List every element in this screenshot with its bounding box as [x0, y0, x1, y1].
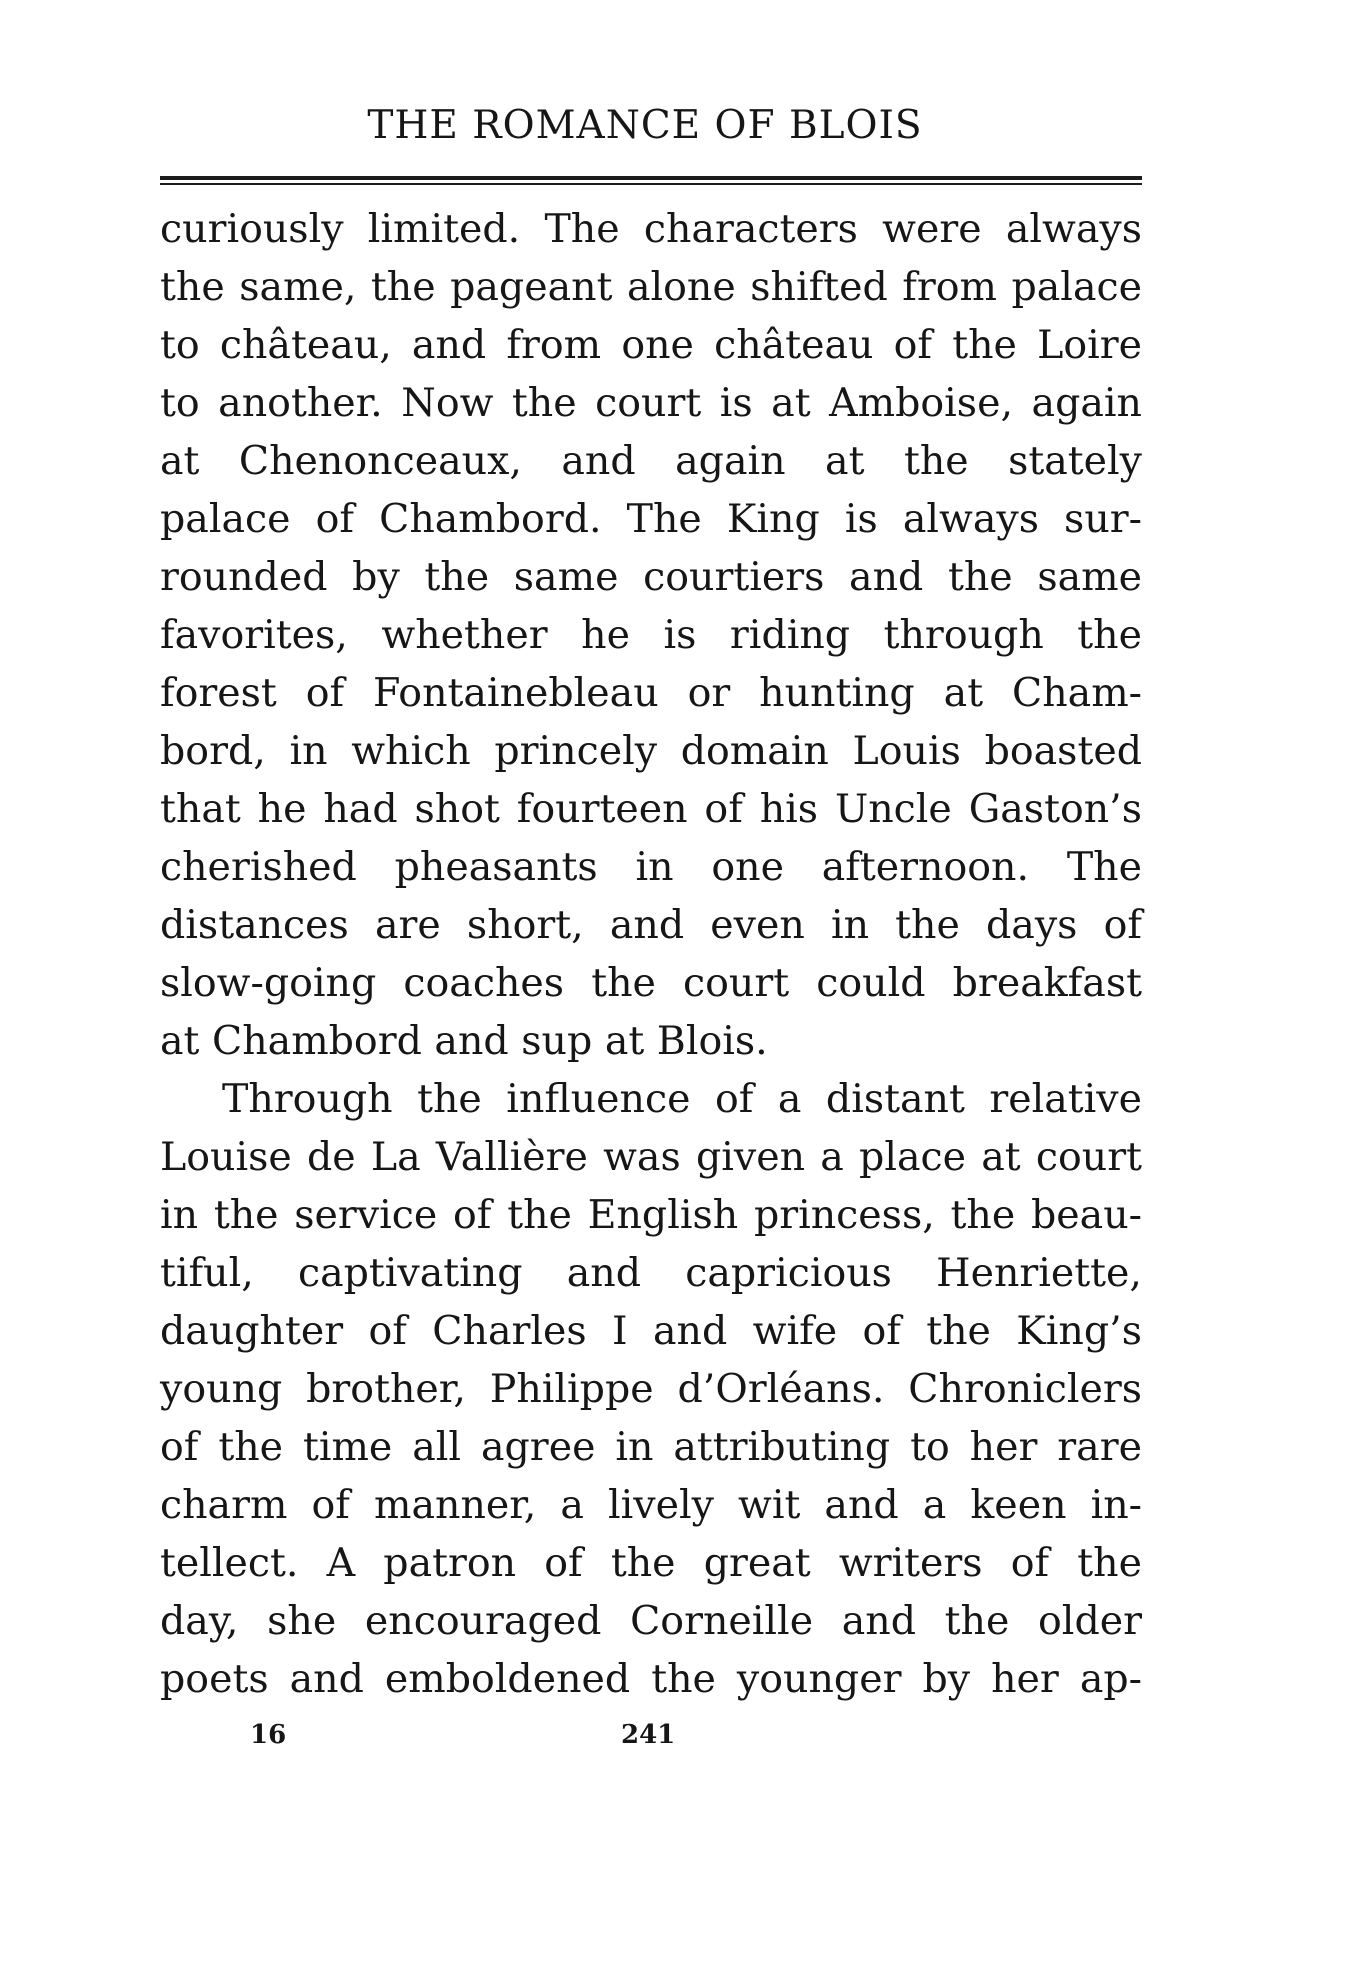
text-line: slow-going coaches the court could breakfast — [160, 960, 1142, 1006]
text-line: curiously limited. The characters were always — [160, 206, 1142, 252]
running-head: THE ROMANCE OF BLOIS — [367, 103, 923, 148]
text-line: at Chenonceaux, and again at the stately — [160, 438, 1142, 484]
text-line: forest of Fontainebleau or hunting at Cham- — [160, 670, 1142, 716]
text-line: in the service of the English princess, the beau- — [160, 1192, 1142, 1238]
header-rule — [160, 176, 1142, 186]
paragraph-2 — [160, 1070, 1142, 1708]
text-line: tellect. A patron of the great writers of the — [160, 1540, 1142, 1586]
text-line: to another. Now the court is at Amboise, again — [160, 380, 1142, 426]
text-line: poets and emboldened the younger by her ap- — [160, 1656, 1142, 1702]
text-line: daughter of Charles I and wife of the King’s — [160, 1308, 1142, 1354]
text-line: tiful, captivating and capricious Henriette, — [160, 1250, 1142, 1296]
text-line: cherished pheasants in one afternoon. The — [160, 844, 1142, 890]
text-line: day, she encouraged Corneille and the older — [160, 1598, 1142, 1644]
paragraph-1 — [160, 200, 1142, 1070]
header-rule-thick — [160, 176, 1142, 180]
text-line: to château, and from one château of the Loire — [160, 322, 1142, 368]
text-line: at Chambord and sup at Blois. — [160, 1018, 768, 1064]
text-line: that he had shot fourteen of his Uncle Gaston’s — [160, 786, 1142, 832]
text-line: charm of manner, a lively wit and a keen in- — [160, 1482, 1142, 1528]
text-line: Through the influence of a distant relative — [222, 1076, 1142, 1122]
body-text — [160, 200, 1142, 1708]
text-line: palace of Chambord. The King is always sur- — [160, 496, 1142, 542]
book-page — [160, 100, 1142, 1708]
header-rule-thin — [160, 183, 1142, 185]
signature-mark: 16 — [250, 1720, 287, 1750]
text-line: young brother, Philippe d’Orléans. Chroniclers — [160, 1366, 1142, 1412]
text-line: Louise de La Vallière was given a place at court — [160, 1134, 1142, 1180]
page-number: 241 — [621, 1720, 676, 1750]
text-line: bord, in which princely domain Louis boasted — [160, 728, 1142, 774]
text-line: of the time all agree in attributing to her rare — [160, 1424, 1142, 1470]
text-line: favorites, whether he is riding through the — [160, 612, 1142, 658]
text-line: the same, the pageant alone shifted from palace — [160, 264, 1142, 310]
text-line: rounded by the same courtiers and the same — [160, 554, 1142, 600]
text-line: distances are short, and even in the days of — [160, 902, 1142, 948]
